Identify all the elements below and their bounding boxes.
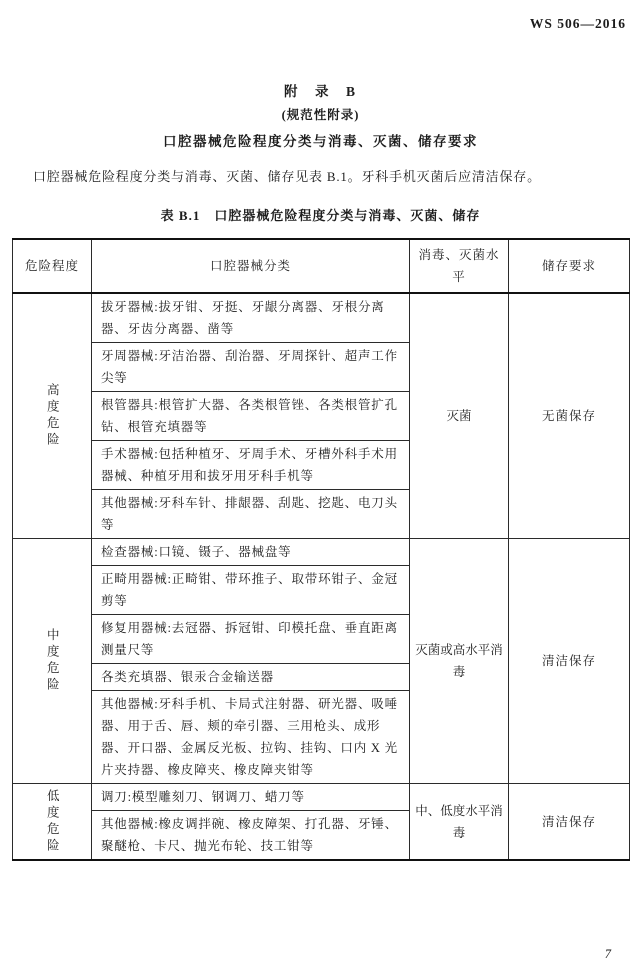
risk-level-cell <box>13 293 92 539</box>
instrument-cell: 调刀:模型雕刻刀、钢调刀、蜡刀等 <box>92 784 410 811</box>
instrument-cell: 检查器械:口镜、镊子、器械盘等 <box>92 539 410 566</box>
disinfection-level-cell: 中、低度水平消毒 <box>410 784 509 861</box>
instrument-cell: 各类充填器、银汞合金输送器 <box>92 664 410 691</box>
instrument-cell: 其他器械:牙科手机、卡局式注射器、研光器、吸唾器、用于舌、唇、颊的牵引器、三用枪头、成形器、开口器、金属反光板、拉钩、挂钩、口内 X 光片夹持器、橡皮障夹、橡皮障夹钳等 <box>92 691 410 784</box>
column-header-risk: 危险程度 <box>13 239 92 293</box>
risk-level-cell <box>13 784 92 861</box>
instrument-cell: 其他器械:橡皮调拌碗、橡皮障架、打孔器、牙锤、聚醚枪、卡尺、抛光布轮、技工钳等 <box>92 811 410 861</box>
disinfection-level-cell: 灭菌 <box>410 293 509 539</box>
instrument-cell: 其他器械:牙科车针、排龈器、刮匙、挖匙、电刀头等 <box>92 490 410 539</box>
column-header-level: 消毒、灭菌水平 <box>410 239 509 293</box>
table-caption: 表 B.1 口腔器械危险程度分类与消毒、灭菌、储存 <box>160 208 481 223</box>
column-header-class: 口腔器械分类 <box>92 239 410 293</box>
page-number: 7 <box>604 947 611 961</box>
table-row <box>13 784 630 811</box>
instrument-cell: 牙周器械:牙洁治器、刮治器、牙周探针、超声工作尖等 <box>92 343 410 392</box>
section-medium-risk <box>13 539 630 784</box>
intro-paragraph: 口腔器械危险程度分类与消毒、灭菌、储存见表 B.1。牙科手机灭菌后应清洁保存。 <box>33 169 541 184</box>
instrument-cell: 拔牙器械:拔牙钳、牙挺、牙龈分离器、牙根分离器、牙齿分离器、凿等 <box>92 293 410 343</box>
instrument-cell: 手术器械:包括种植牙、牙周手术、牙槽外科手术用器械、种植牙用和拔牙用牙科手机等 <box>92 441 410 490</box>
instrument-cell: 正畸用器械:正畸钳、带环推子、取带环钳子、金冠剪等 <box>92 566 410 615</box>
storage-cell: 清洁保存 <box>509 784 630 861</box>
risk-level-label: 高度危险 <box>45 383 60 449</box>
section-high-risk <box>13 293 630 539</box>
storage-cell: 无菌保存 <box>509 293 630 539</box>
table-header-row <box>13 239 630 293</box>
storage-cell: 清洁保存 <box>509 539 630 784</box>
table-row <box>13 293 630 343</box>
instrument-cell: 修复用器械:去冠器、拆冠钳、印模托盘、垂直距离测量尺等 <box>92 615 410 664</box>
table-row <box>13 539 630 566</box>
appendix-subtitle: (规范性附录) <box>281 108 360 122</box>
risk-level-label: 中度危险 <box>45 628 60 694</box>
disinfection-level-cell: 灭菌或高水平消毒 <box>410 539 509 784</box>
risk-level-cell <box>13 539 92 784</box>
section-low-risk <box>13 784 630 861</box>
appendix-title: 附 录 B <box>283 84 357 99</box>
column-header-storage: 储存要求 <box>509 239 630 293</box>
appendix-heading: 口腔器械危险程度分类与消毒、灭菌、储存要求 <box>163 134 478 149</box>
instrument-cell: 根管器具:根管扩大器、各类根管锉、各类根管扩孔钻、根管充填器等 <box>92 392 410 441</box>
risk-classification-table <box>12 238 630 861</box>
risk-level-label: 低度危险 <box>45 788 60 855</box>
standard-code: WS 506—2016 <box>529 16 626 31</box>
